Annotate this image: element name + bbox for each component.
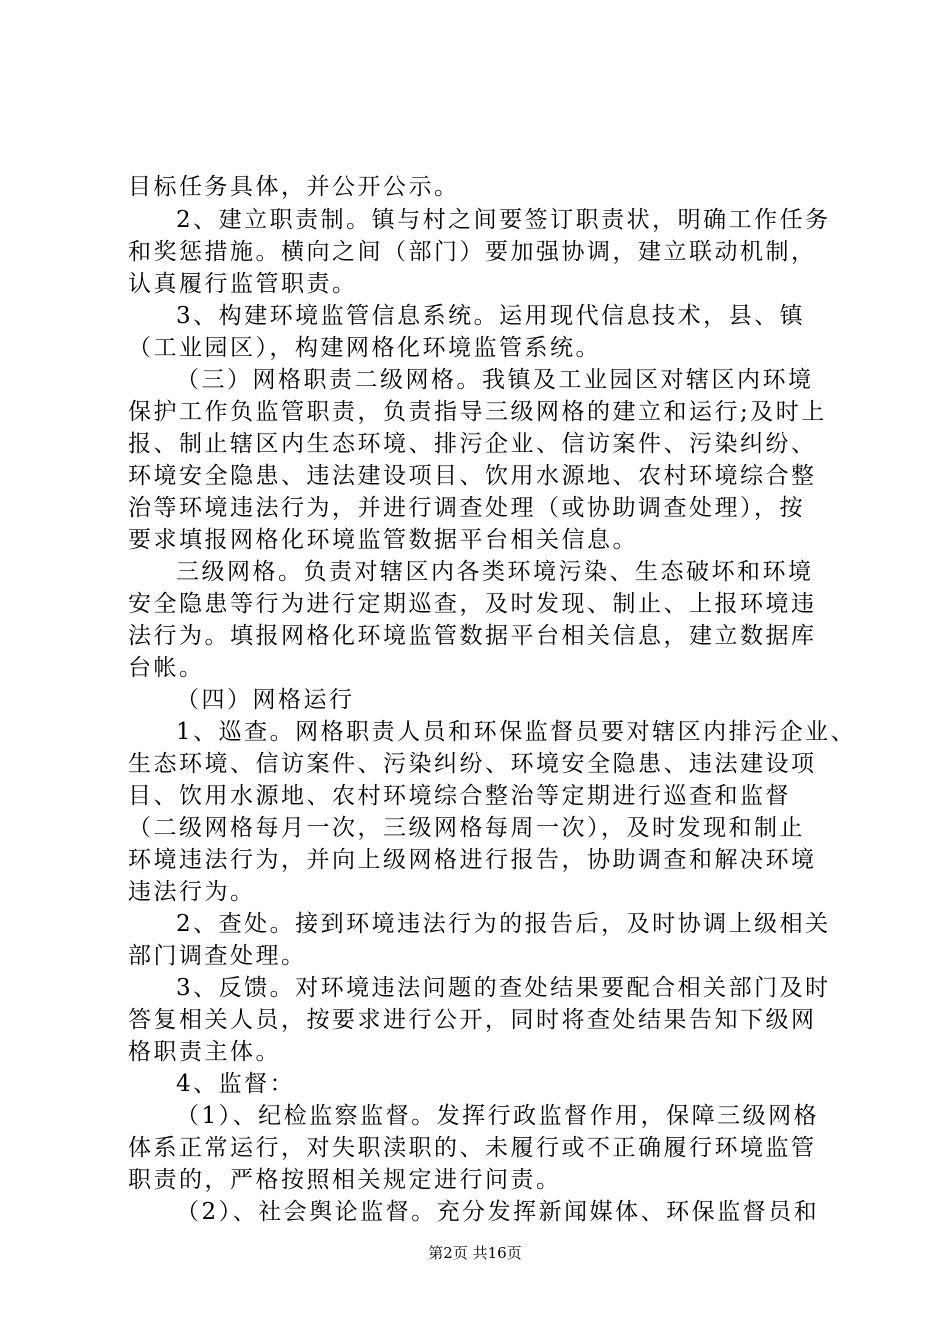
text-line-2: 2、建立职责制。镇与村之间要签订职责状，明确工作任务	[176, 207, 831, 233]
text-line-6: （工业园区），构建网格化环境监管系统。	[128, 335, 601, 361]
text-line-18: 1、巡查。网格职责人员和环保监督员要对辖区内排污企业、	[176, 719, 857, 745]
text-line-8: 保护工作负监管职责，负责指导三级网格的建立和运行;及时上	[128, 399, 827, 425]
text-line-11: 治等环境违法行为，并进行调查处理（或协助调查处理），按	[128, 495, 805, 521]
text-line-15: 法行为。填报网格化环境监管数据平台相关信息，建立数据库	[128, 623, 817, 649]
text-line-13: 三级网格。负责对辖区内各类环境污染、生态破坏和环境	[176, 559, 814, 585]
text-line-19: 生态环境、信访案件、污染纠纷、环境安全隐患、违法建设项	[128, 751, 817, 777]
text-line-7: （三）网格职责二级网格。我镇及工业园区对辖区内环境	[176, 367, 814, 393]
text-line-26: 3、反馈。对环境违法问题的查处结果要配合相关部门及时	[176, 975, 831, 1001]
text-line-20: 目、饮用水源地、农村环境综合整治等定期进行巡查和监督	[128, 783, 791, 809]
text-line-16: 台帐。	[128, 655, 205, 681]
text-line-17: （四）网格运行	[176, 687, 355, 713]
text-line-3: 和奖惩措施。横向之间（部门）要加强协调，建立联动机制，	[128, 239, 817, 265]
text-line-24: 2、查处。接到环境违法行为的报告后，及时协调上级相关	[176, 911, 831, 937]
text-line-31: 体系正常运行，对失职渎职的、未履行或不正确履行环境监管	[128, 1135, 817, 1161]
text-line-1: 目标任务具体，并公开公示。	[128, 174, 460, 200]
text-line-29: 4、监督：	[176, 1071, 296, 1097]
page-number-footer: 第2页 共16页	[428, 1244, 522, 1262]
text-line-28: 格职责主体。	[128, 1039, 281, 1065]
text-line-27: 答复相关人员，按要求进行公开，同时将查处结果告知下级网	[128, 1007, 817, 1033]
text-line-25: 部门调查处理。	[128, 943, 307, 969]
text-line-9: 报、制止辖区内生态环境、排污企业、信访案件、污染纠纷、	[128, 431, 817, 457]
text-line-22: 环境违法行为，并向上级网格进行报告，协助调查和解决环境	[128, 847, 817, 873]
text-line-14: 安全隐患等行为进行定期巡查，及时发现、制止、上报环境违	[128, 591, 817, 617]
text-line-10: 环境安全隐患、违法建设项目、饮用水源地、农村环境综合整	[128, 463, 817, 489]
text-line-5: 3、构建环境监管信息系统。运用现代信息技术，县、镇	[176, 303, 806, 329]
text-line-21: （二级网格每月一次，三级网格每周一次），及时发现和制止	[128, 815, 805, 841]
text-line-32: 职责的，严格按照相关规定进行问责。	[128, 1167, 562, 1193]
text-line-33: （2）、社会舆论监督。充分发挥新闻媒体、环保监督员和	[176, 1199, 820, 1225]
text-line-4: 认真履行监管职责。	[128, 271, 358, 297]
text-line-23: 违法行为。	[128, 879, 256, 905]
text-line-30: （1）、纪检监察监督。发挥行政监督作用，保障三级网格	[176, 1103, 820, 1129]
text-line-12: 要求填报网格化环境监管数据平台相关信息。	[128, 527, 638, 553]
